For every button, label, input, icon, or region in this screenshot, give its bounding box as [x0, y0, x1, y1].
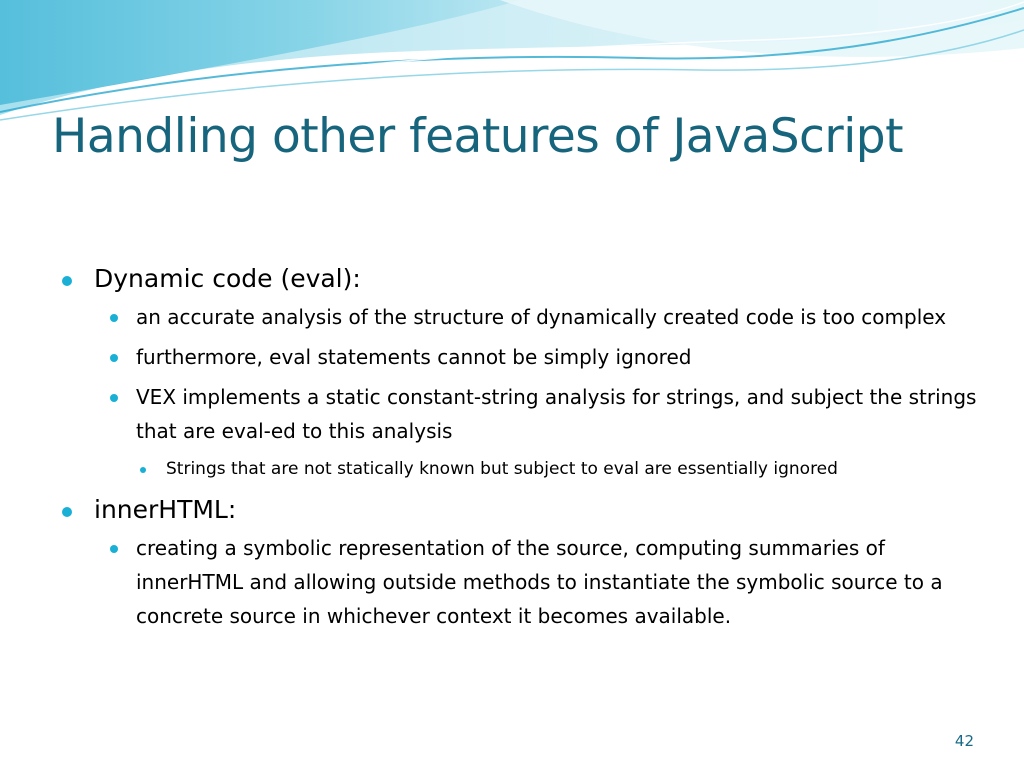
round-bullet-icon: [62, 276, 72, 286]
round-bullet-icon: [110, 314, 118, 322]
sub-sub-bullet-text: Strings that are not statically known but subject to eval are essentially ignored: [166, 459, 838, 479]
sub-bullet-accurate-analysis: [108, 300, 980, 334]
sub-bullet-text: VEX implements a static constant-string analysis for strings, and subject the strings that are eval-ed to this analysis: [136, 385, 977, 443]
round-bullet-icon: [62, 507, 72, 517]
slide-content: [60, 262, 980, 639]
sub-bullet-vex-analysis: [108, 380, 980, 448]
sub-bullet-text: an accurate analysis of the structure of dynamically created code is too complex: [136, 305, 947, 329]
bullet-text: innerHTML:: [94, 495, 237, 524]
sub-bullet-text: creating a symbolic representation of the source, computing summaries of innerHTML and allowing outside methods to instantiate the symbolic source to a concrete source in whichever context it becomes available.: [136, 536, 943, 628]
sub-bullet-symbolic-representation: [108, 531, 980, 633]
sub-bullet-eval-not-ignored: [108, 340, 980, 374]
page-number: 42: [954, 732, 974, 750]
bullet-innerhtml: [60, 493, 980, 527]
bullet-text: Dynamic code (eval):: [94, 264, 361, 293]
round-bullet-icon: [110, 394, 118, 402]
round-bullet-icon: [110, 354, 118, 362]
sub-bullet-text: furthermore, eval statements cannot be simply ignored: [136, 345, 692, 369]
round-bullet-icon: [110, 545, 118, 553]
sub-sub-bullet-strings-ignored: [138, 454, 980, 485]
slide-title: Handling other features of JavaScript: [52, 109, 904, 164]
bullet-dynamic-code: [60, 262, 980, 296]
round-bullet-icon: [140, 467, 146, 473]
